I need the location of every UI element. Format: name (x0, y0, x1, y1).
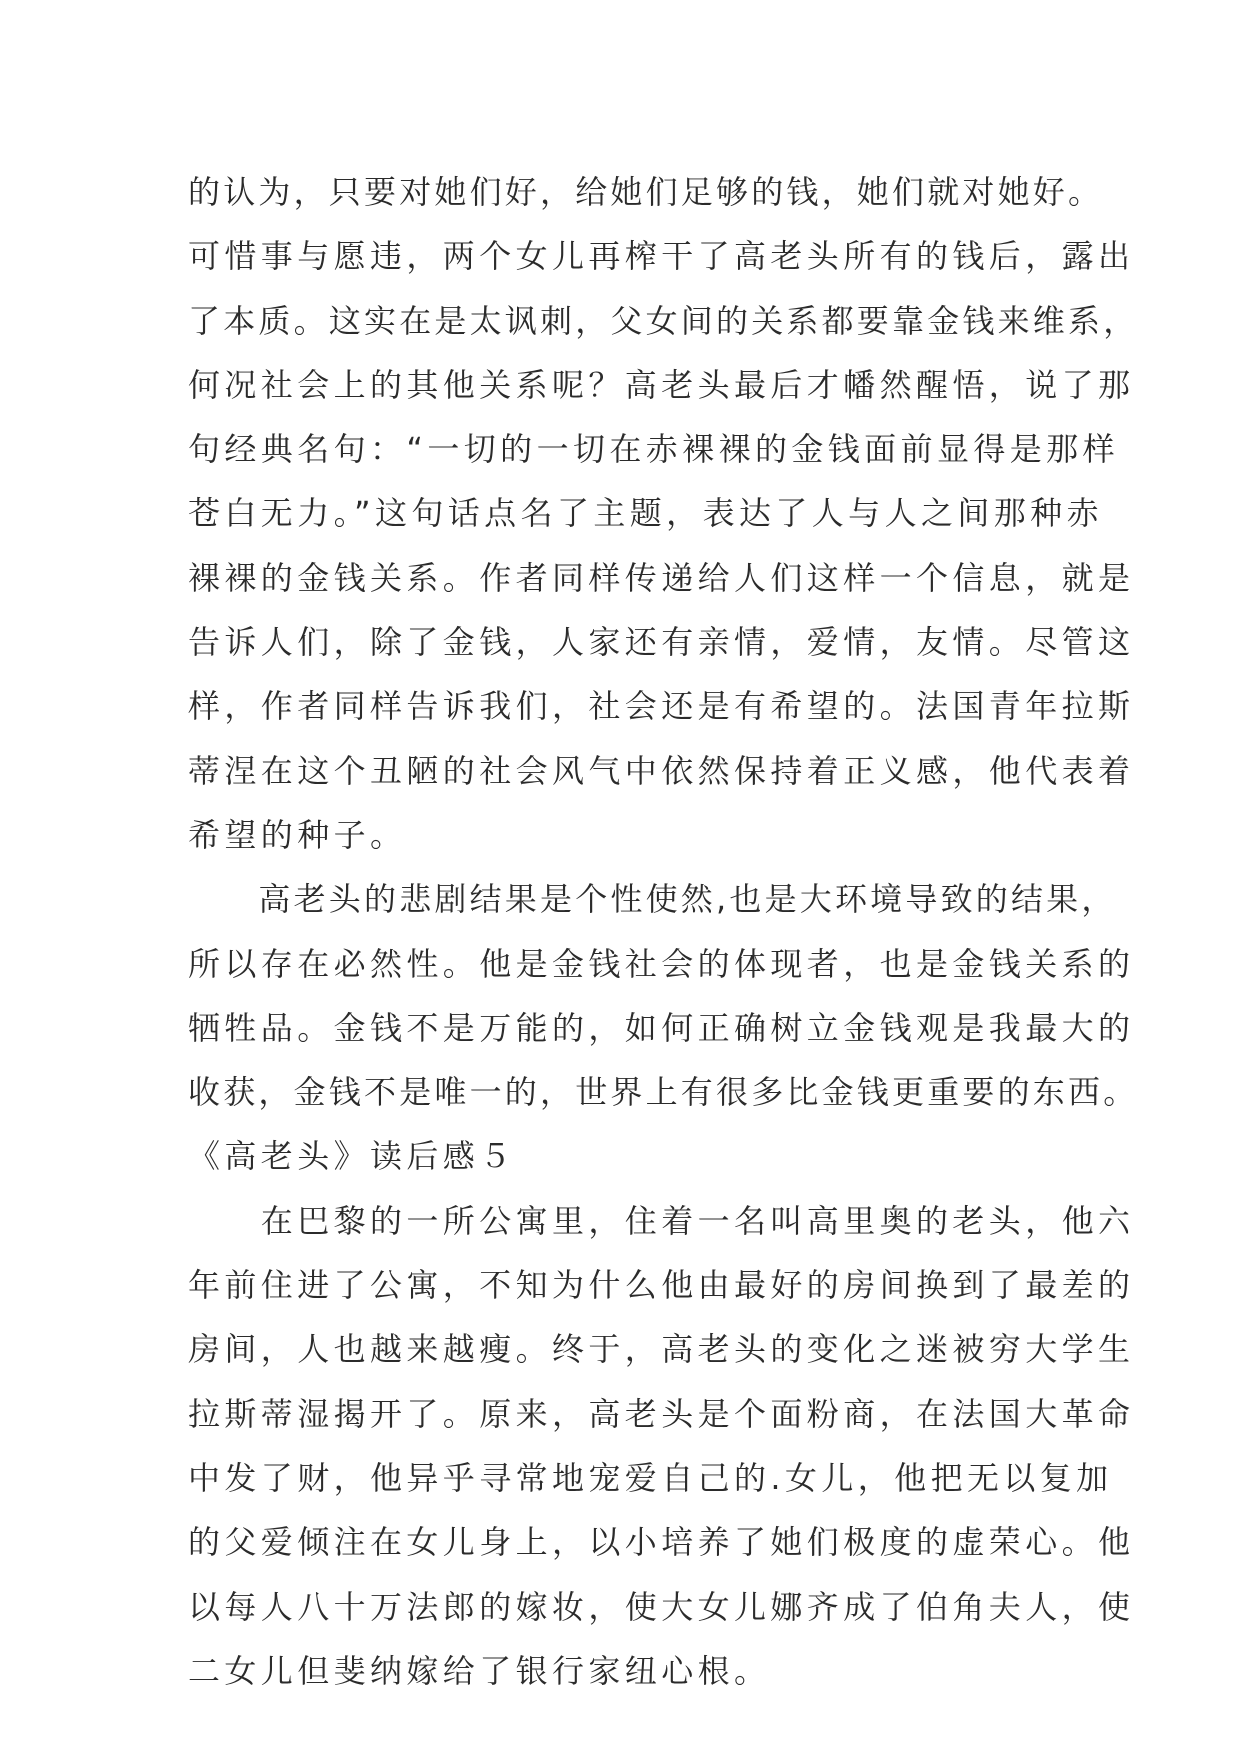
text-line: 中发了财，他异乎寻常地宠爱自己的.女儿，他把无以复加 (188, 1458, 1113, 1497)
text-line: 牺牲品。金钱不是万能的，如何正确树立金钱观是我最大的 (188, 1008, 1135, 1047)
text-line: 何况社会上的其他关系呢？高老头最后才幡然醒悟，说了那 (188, 365, 1135, 404)
body-text (188, 160, 1139, 1703)
section-heading: 《高老头》读后感５ (188, 1137, 516, 1176)
text-line: 在巴黎的一所公寓里，住着一名叫高里奥的老头，他六 (188, 1201, 1135, 1240)
text-line: 希望的种子。 (188, 815, 407, 854)
text-line: 告诉人们，除了金钱，人家还有亲情，爱情，友情。尽管这 (188, 623, 1135, 662)
text-line: 高老头的悲剧结果是个性使然,也是大环境导致的结果， (188, 880, 1117, 919)
text-line: 房间，人也越来越瘦。终于，高老头的变化之迷被穷大学生 (188, 1330, 1135, 1369)
text-line: 所以存在必然性。他是金钱社会的体现者，也是金钱关系的 (188, 944, 1135, 983)
text-line: 二女儿但斐纳嫁给了银行家纽心根。 (188, 1651, 771, 1690)
text-line: 拉斯蒂湿揭开了。原来，高老头是个面粉商，在法国大革命 (188, 1394, 1135, 1433)
text-line: 样，作者同样告诉我们，社会还是有希望的。法国青年拉斯 (188, 687, 1135, 726)
text-line: 蒂涅在这个丑陋的社会风气中依然保持着正义感，他代表着 (188, 751, 1135, 790)
text-line: 裸裸的金钱关系。作者同样传递给人们这样一个信息，就是 (188, 558, 1135, 597)
text-line: 收获，金钱不是唯一的，世界上有很多比金钱更重要的东西。 (188, 1073, 1139, 1112)
text-line: 的认为，只要对她们好，给她们足够的钱，她们就对她好。 (188, 173, 1104, 211)
text-line: 可惜事与愿违，两个女儿再榨干了高老头所有的钱后，露出 (188, 237, 1135, 276)
text-line: 的父爱倾注在女儿身上，以小培养了她们极度的虚荣心。他 (188, 1523, 1135, 1562)
text-line: 年前住进了公寓，不知为什么他由最好的房间换到了最差的 (188, 1266, 1135, 1305)
text-line: 苍白无力。”这句话点名了主题，表达了人与人之间那种赤 (188, 494, 1103, 533)
text-line: 了本质。这实在是太讽刺，父女间的关系都要靠金钱来维系， (188, 301, 1139, 340)
text-line: 以每人八十万法郎的嫁妆，使大女儿娜齐成了伯角夫人，使 (188, 1587, 1135, 1626)
text-line: 句经典名句：“一切的一切在赤裸裸的金钱面前显得是那样 (188, 430, 1119, 469)
